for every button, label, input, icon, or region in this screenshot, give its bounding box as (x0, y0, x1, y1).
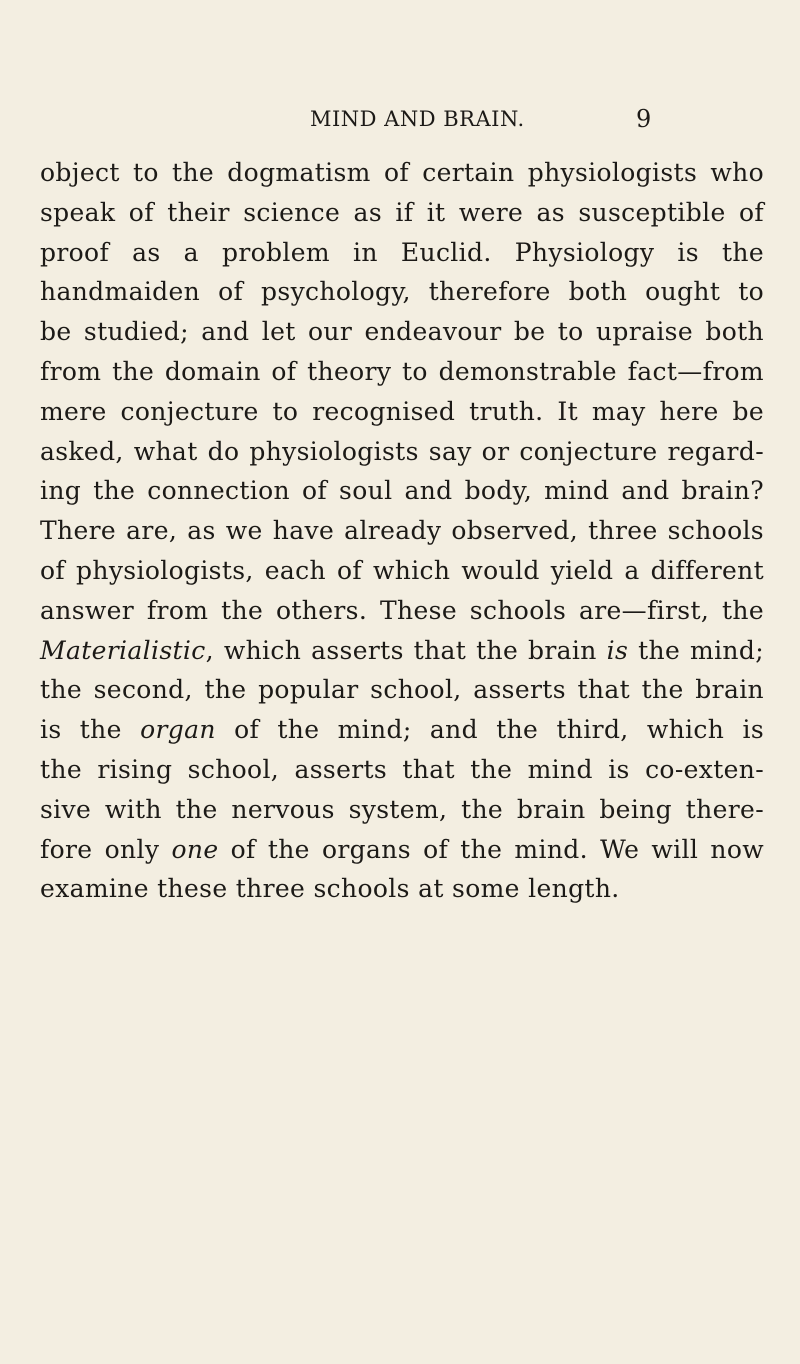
text-line (40, 272, 764, 312)
text-line (40, 830, 764, 870)
text-line (40, 312, 764, 352)
text-segment: asked, what do physiologists say or conjecture regard- (40, 436, 764, 466)
page-number: 9 (636, 105, 652, 133)
text-line (40, 432, 764, 472)
text-line (40, 750, 764, 790)
body-paragraph (40, 153, 764, 909)
text-line (40, 631, 764, 671)
text-line (40, 710, 764, 750)
text-segment: the second, the popular school, asserts that the brain (40, 675, 764, 705)
text-line (40, 591, 764, 631)
text-line (40, 193, 764, 233)
text-line (40, 471, 764, 511)
text-segment: object to the dogmatism of certain physiologists who (40, 158, 764, 187)
text-line (40, 869, 764, 909)
text-segment: , which asserts that the brain (205, 635, 607, 665)
text-segment: answer from the others. These schools are—first, the (40, 595, 764, 625)
text-segment: of the mind; and the third, which is (215, 715, 764, 745)
text-line (40, 233, 764, 273)
text-line (40, 153, 764, 193)
italic-term: is (606, 635, 629, 665)
text-segment: be studied; and let our endeavour be to upraise both (40, 317, 764, 347)
text-segment: the rising school, asserts that the mind is co-exten- (40, 754, 764, 784)
text-line (40, 511, 764, 551)
text-line (40, 392, 764, 432)
text-segment: sive with the nervous system, the brain being there- (40, 794, 764, 824)
italic-term: one (171, 834, 219, 864)
text-segment: examine these three schools at some length. (40, 874, 620, 904)
text-segment: ing the connection of soul and body, mind and brain? (40, 476, 764, 506)
text-line (40, 790, 764, 830)
text-line (40, 551, 764, 591)
running-head (40, 104, 756, 134)
text-line (40, 352, 764, 392)
text-segment: of the organs of the mind. We will now (218, 834, 764, 864)
text-segment: proof as a problem in Euclid. Physiology is the (40, 237, 764, 267)
text-line (40, 670, 764, 710)
text-segment: handmaiden of psychology, therefore both ought to (40, 277, 764, 307)
text-segment: is the (40, 715, 141, 745)
text-segment: speak of their science as if it were as susceptible of (40, 197, 764, 227)
text-segment: There are, as we have already observed, three schools (40, 516, 764, 546)
text-segment: fore only (40, 834, 172, 864)
text-segment: from the domain of theory to demonstrable fact—from (40, 356, 764, 386)
text-segment: of physiologists, each of which would yield a different (40, 555, 764, 585)
text-segment: mere conjecture to recognised truth. It may here be (40, 396, 764, 426)
italic-term: Materialistic (40, 635, 206, 665)
running-title: MIND AND BRAIN. (310, 107, 525, 131)
italic-term: organ (140, 715, 216, 745)
text-segment: the mind; (628, 635, 764, 665)
